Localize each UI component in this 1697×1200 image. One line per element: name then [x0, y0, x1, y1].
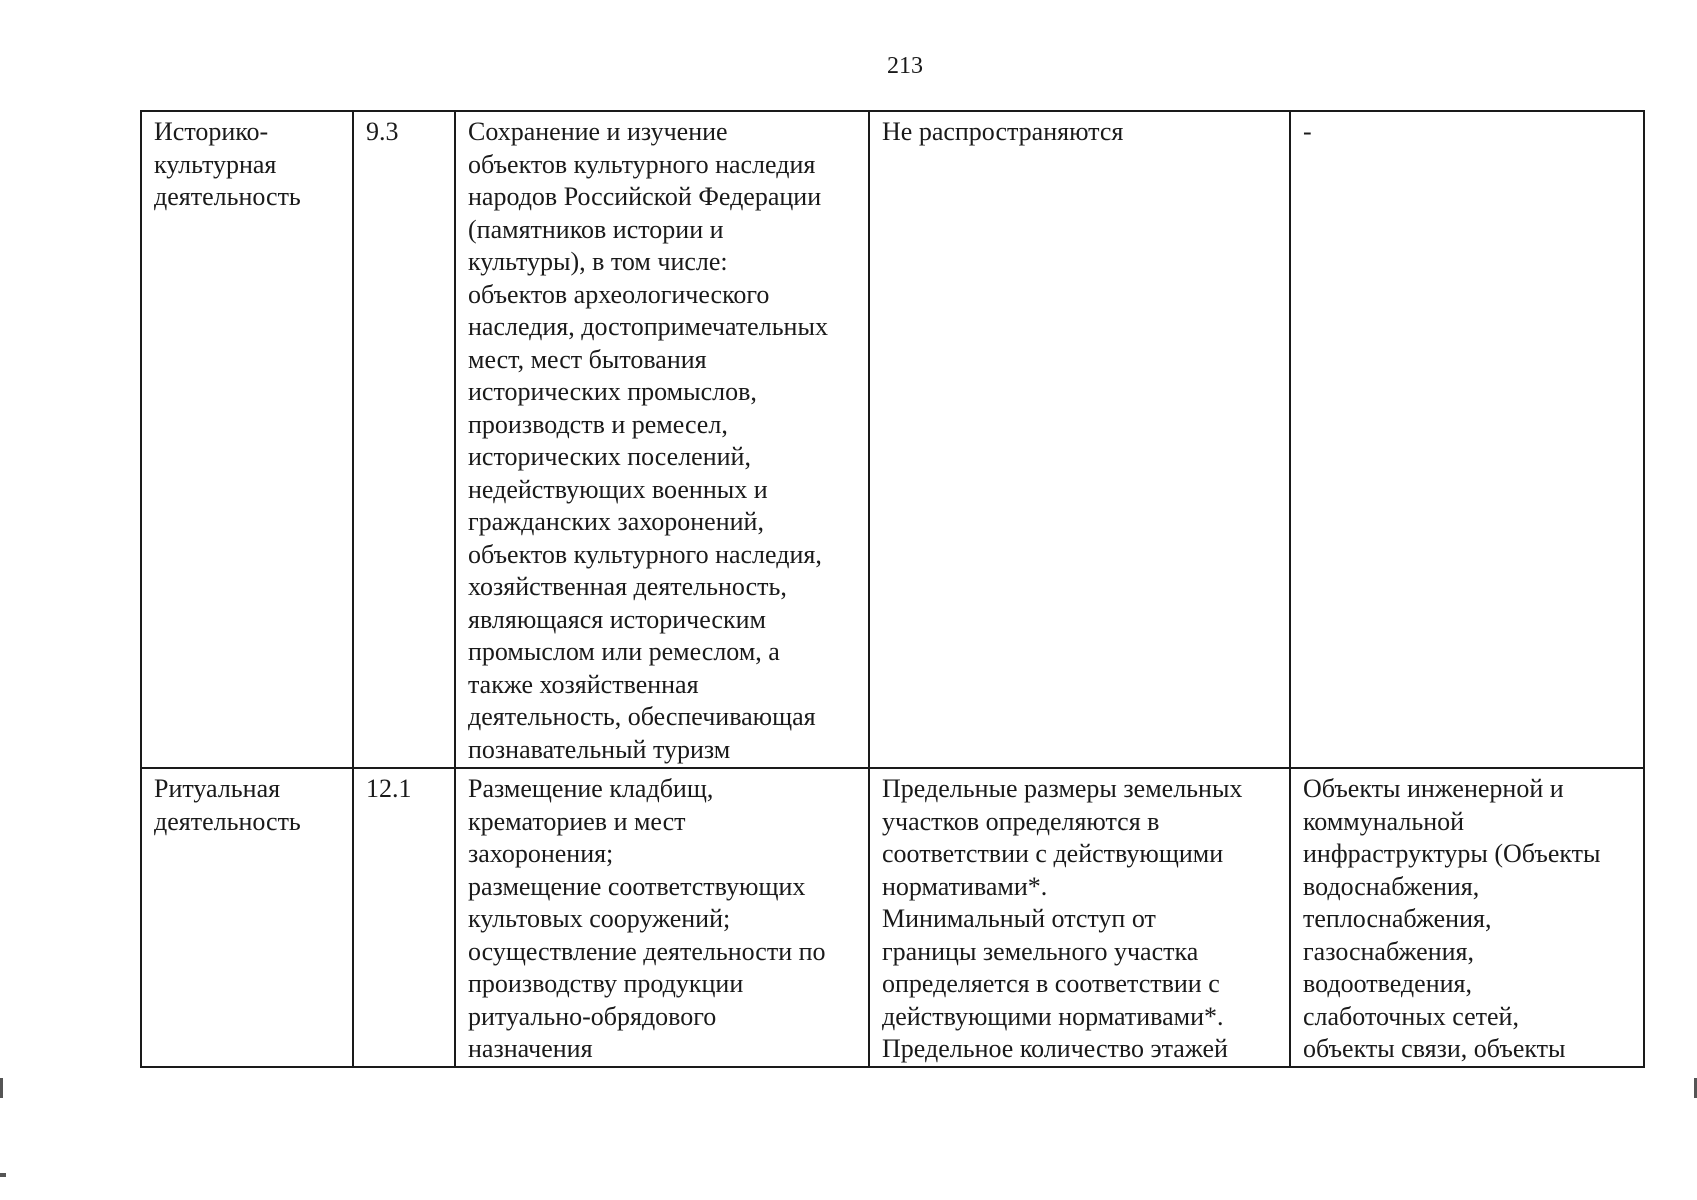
- cell-auxiliary-uses: [1290, 111, 1644, 768]
- use-description-text: Размещение кладбищ, крематориев и мест захоронения; размещение соответствующих культовых сооружений; осуществление деятельности по производству продукции ритуально-обрядового назначения: [468, 774, 826, 1063]
- use-parameters-text: Не распространяются: [882, 117, 1124, 146]
- auxiliary-uses-text: Объекты инженерной и коммунальной инфраструктуры (Объекты водоснабжения, теплоснабжения, газоснабжения, водоотведения, слаботочных сетей, объекты связи, объекты: [1303, 774, 1601, 1063]
- use-code-text: 12.1: [366, 774, 412, 803]
- cell-use-parameters: [869, 768, 1290, 1067]
- cell-use-name: [141, 111, 353, 768]
- cell-auxiliary-uses: [1290, 768, 1644, 1067]
- cell-use-code: [353, 111, 455, 768]
- table-row: [141, 111, 1644, 768]
- table-row: [141, 768, 1644, 1067]
- cell-use-description: [455, 768, 869, 1067]
- use-code-text: 9.3: [366, 117, 399, 146]
- cell-use-name: [141, 768, 353, 1067]
- use-parameters-text: Предельные размеры земельных участков определяются в соответствии с действующими нормативами*. Минимальный отступ от границы земельного участка определяется в соответствии с действующими нормативами*. Предельное количество этажей: [882, 774, 1243, 1063]
- auxiliary-uses-text: -: [1303, 117, 1312, 146]
- use-name-text: Ритуальная деятельность: [154, 774, 301, 836]
- scan-edge-mark: [0, 1078, 3, 1098]
- cell-use-code: [353, 768, 455, 1067]
- scan-edge-mark: [0, 1173, 6, 1177]
- cell-use-description: [455, 111, 869, 768]
- use-name-text: Историко- культурная деятельность: [154, 117, 301, 211]
- land-use-table: [140, 110, 1645, 1068]
- cell-use-parameters: [869, 111, 1290, 768]
- use-description-text: Сохранение и изучение объектов культурного наследия народов Российской Федерации (памятников истории и культуры), в том числе: объектов археологического наследия, достопримечательных мест, мест бытования исторических промыслов, производств и ремесел, исторических поселений, недействующих военных и гражданских захоронений, объектов культурного наследия, хозяйственная деятельность, являющаяся историческим промыслом или ремеслом, а также хозяйственная деятельность, обеспечивающая познавательный туризм: [468, 117, 828, 764]
- page-number: 213: [887, 53, 923, 79]
